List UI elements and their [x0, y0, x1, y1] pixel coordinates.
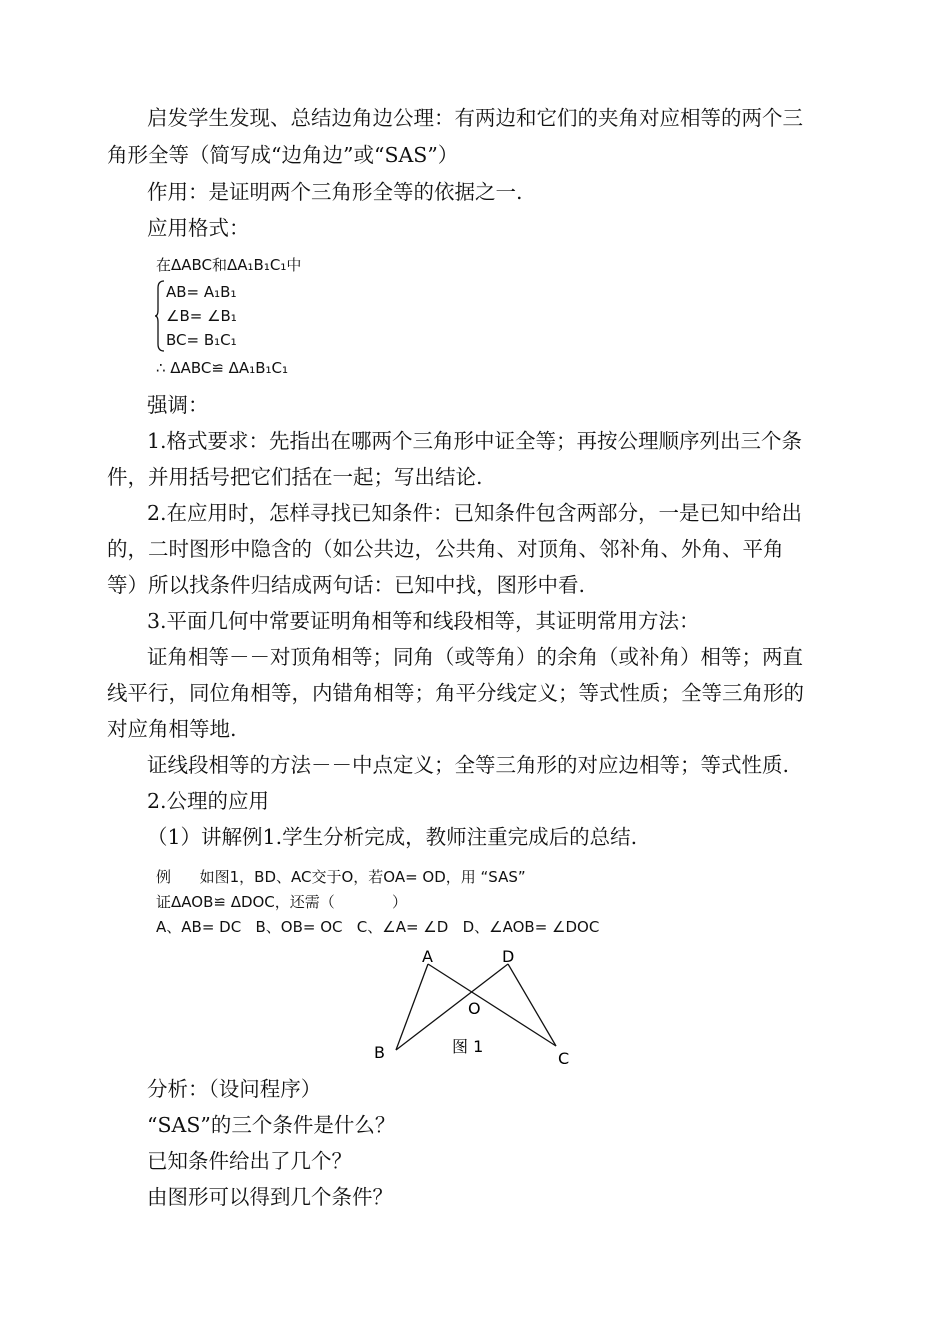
- text-line: （1）讲解例1.学生分析完成，教师注重完成后的总结.: [147, 825, 638, 849]
- text-line: 证线段相等的方法－－中点定义；全等三角形的对应边相等；等式性质.: [147, 753, 790, 777]
- text-line: 2.公理的应用: [147, 789, 270, 813]
- text-line: 角形全等（简写成“边角边”或“SAS”）: [107, 143, 459, 167]
- text-line: 件，并用括号把它们括在一起；写出结论.: [107, 465, 483, 489]
- text-line: 启发学生发现、总结边角边公理：有两边和它们的夹角对应相等的两个三: [147, 106, 803, 130]
- example-line: 证ΔAOB≌ ΔDOC，还需（ ）: [156, 893, 408, 911]
- brace-icon: [154, 280, 166, 352]
- example-line: A、AB= DC B、OB= OC C、∠A= ∠D D、∠AOB= ∠DOC: [156, 918, 600, 936]
- format-intro: 在ΔABC和ΔA₁B₁C₁中: [156, 256, 302, 274]
- format-condition: BC= B₁C₁: [166, 331, 237, 349]
- text-line: 1.格式要求：先指出在哪两个三角形中证全等；再按公理顺序列出三个条: [147, 429, 803, 453]
- text-line: 线平行，同位角相等，内错角相等；角平分线定义；等式性质；全等三角形的: [107, 681, 804, 705]
- text-line: 3.平面几何中常要证明角相等和线段相等，其证明常用方法：: [147, 609, 700, 633]
- text-line: 应用格式：: [147, 216, 250, 240]
- format-conclusion: ∴ ΔABC≌ ΔA₁B₁C₁: [156, 359, 288, 377]
- point-label-b: B: [374, 1043, 385, 1062]
- text-line: 的，二时图形中隐含的（如公共边，公共角、对顶角、邻补角、外角、平角: [107, 537, 784, 561]
- text-line: 等）所以找条件归结成两句话：已知中找，图形中看.: [107, 573, 586, 597]
- format-condition: ∠B= ∠B₁: [166, 307, 237, 325]
- text-line: 分析：（设问程序）: [147, 1077, 322, 1101]
- figure-caption: 图 1: [452, 1037, 484, 1056]
- point-label-c: C: [558, 1049, 570, 1068]
- segment-dc: [508, 964, 556, 1046]
- format-condition: AB= A₁B₁: [166, 283, 237, 301]
- text-line: 由图形可以得到几个条件？: [147, 1185, 393, 1209]
- point-label-a: A: [422, 947, 433, 966]
- text-line: 证角相等－－对顶角相等；同角（或等角）的余角（或补角）相等；两直: [147, 645, 803, 669]
- text-line: 2.在应用时，怎样寻找已知条件：已知条件包含两部分，一是已知中给出: [147, 501, 803, 525]
- text-line: 强调：: [147, 393, 209, 417]
- text-line: 已知条件给出了几个？: [147, 1149, 352, 1173]
- text-line: “SAS”的三个条件是什么？: [147, 1113, 396, 1137]
- point-label-o: O: [468, 999, 481, 1018]
- example-line: 例 如图1，BD、AC交于O，若OA= OD，用 “SAS”: [156, 868, 526, 886]
- text-line: 作用：是证明两个三角形全等的依据之一.: [147, 180, 523, 204]
- geometry-figure: [360, 940, 590, 1070]
- text-line: 对应角相等地.: [107, 717, 237, 741]
- point-label-d: D: [502, 947, 515, 966]
